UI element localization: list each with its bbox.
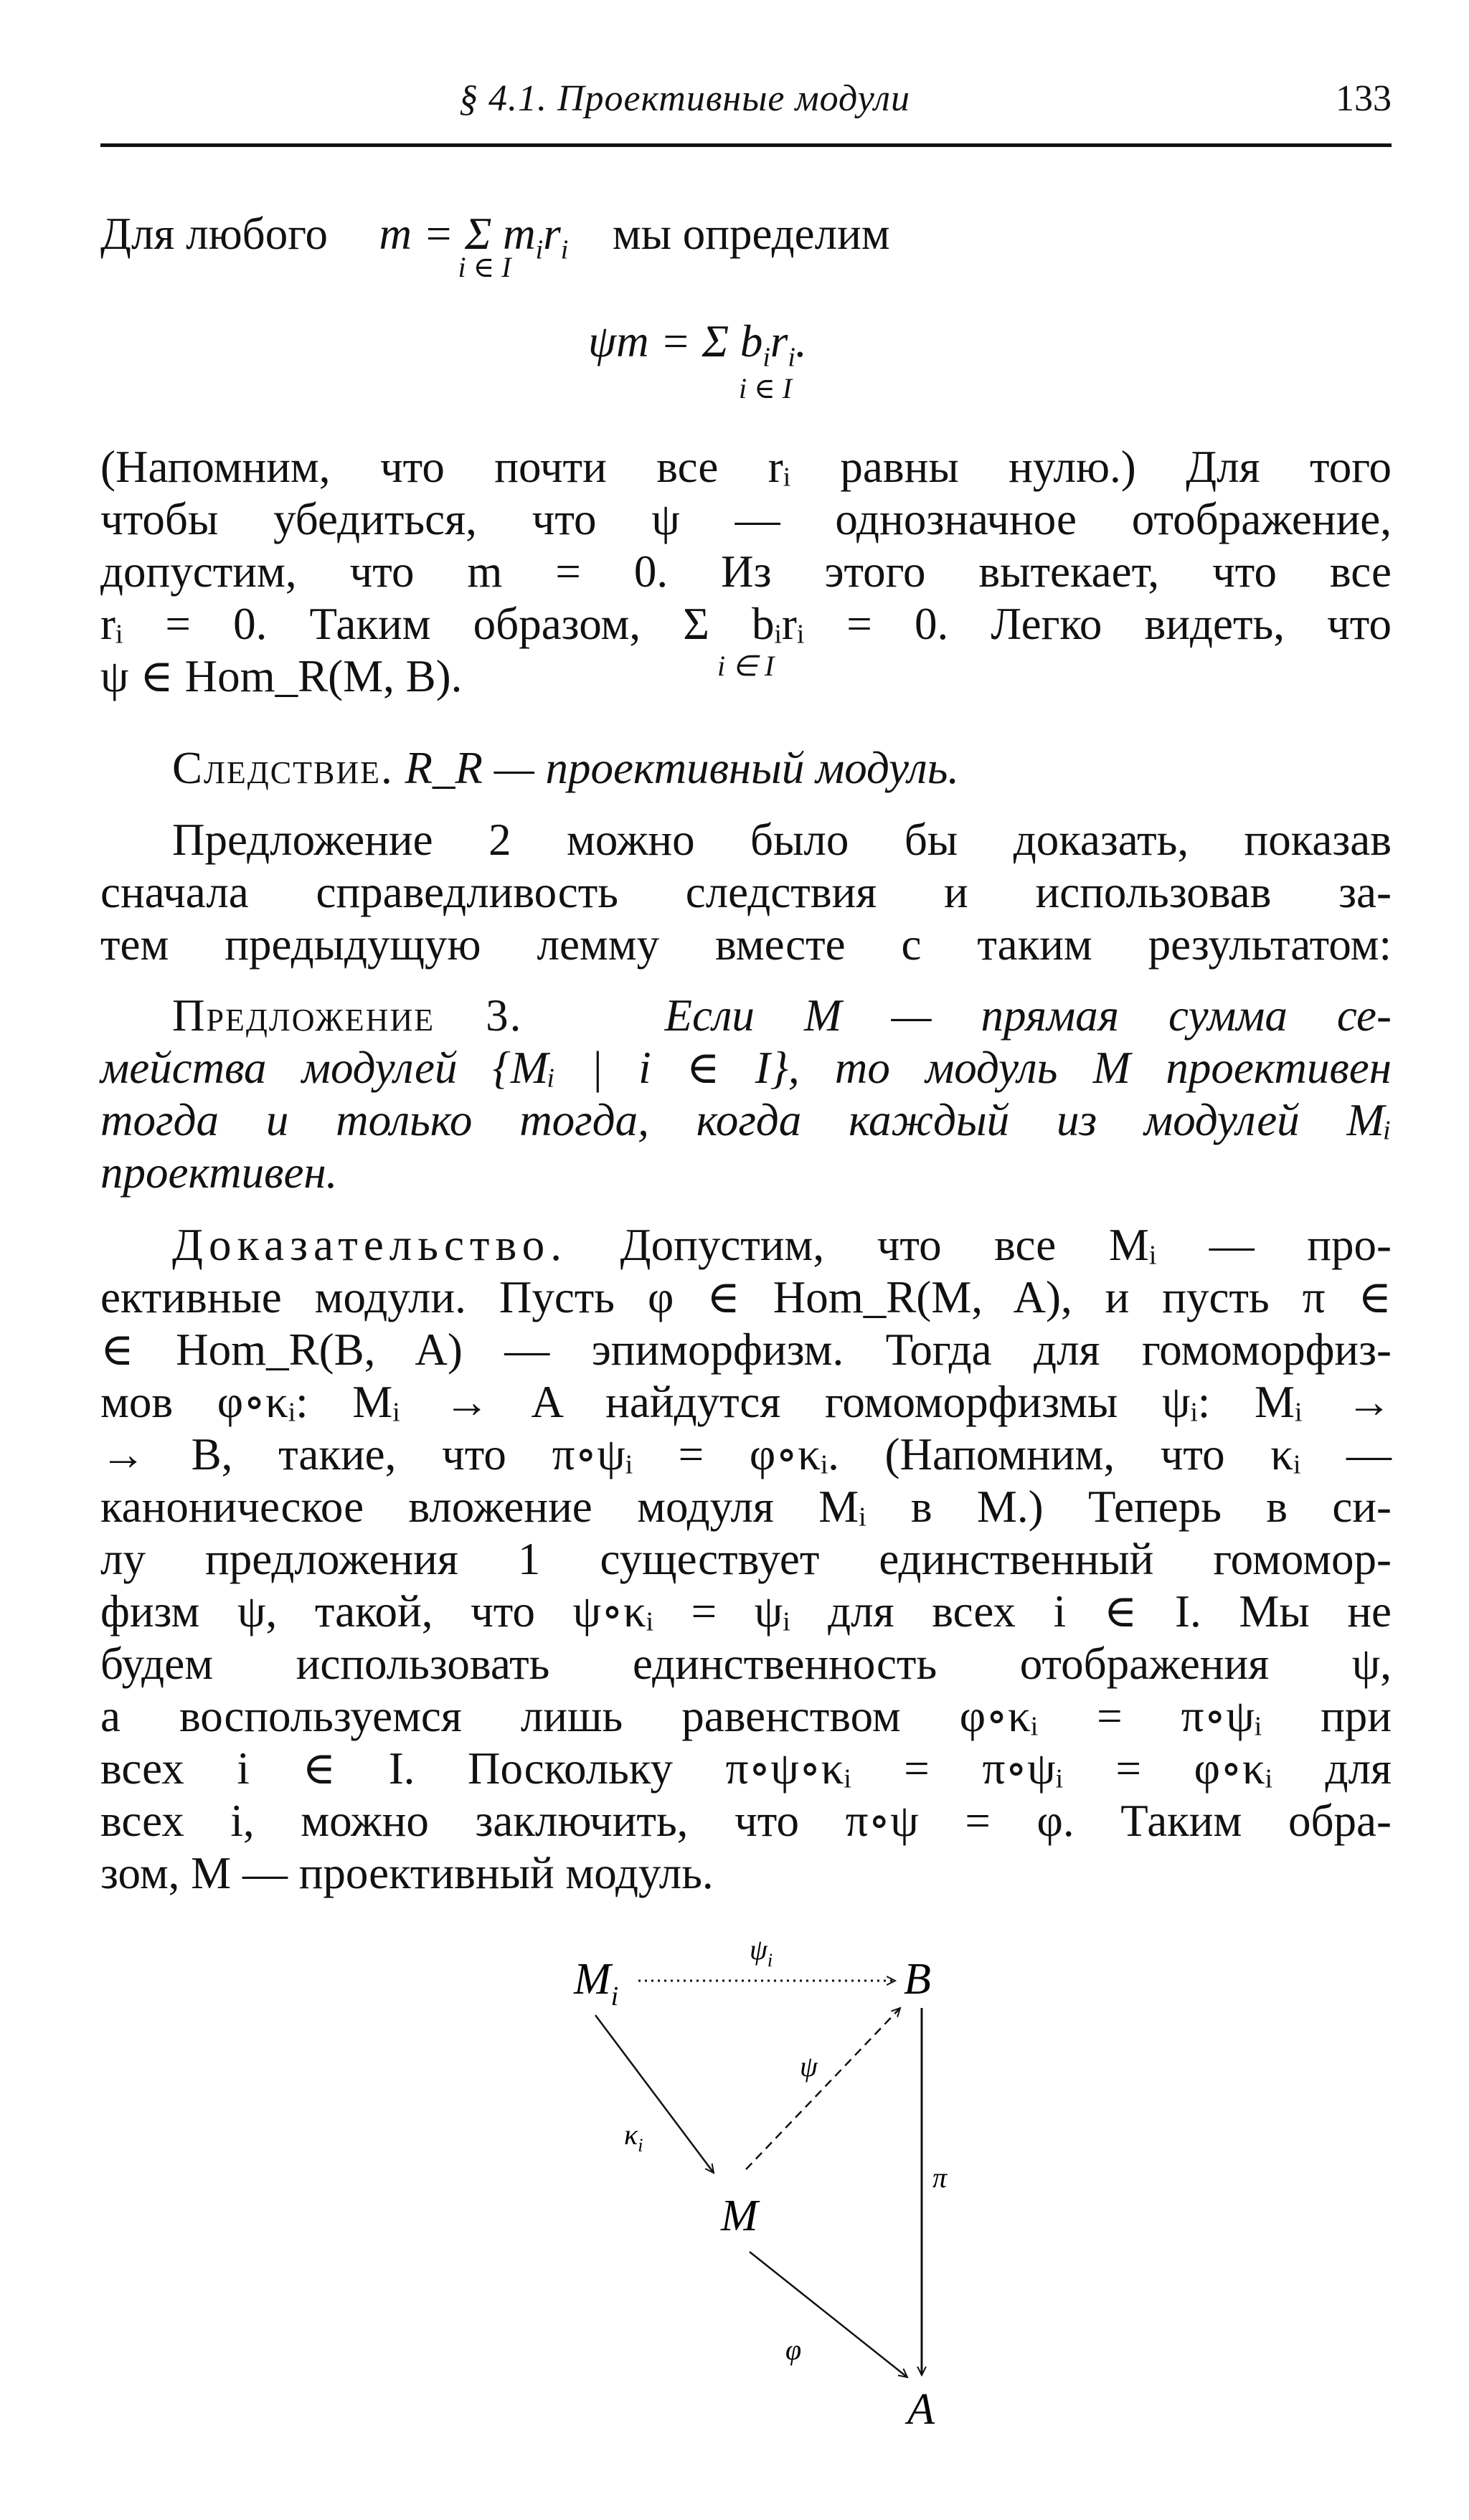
label-psi-i: $\psi_i$: [750, 1936, 773, 1971]
header-rule: [100, 143, 1392, 147]
proposition-3: [100, 990, 1392, 1199]
node-Mi: $M_i$: [574, 1955, 619, 2012]
running-head: [100, 77, 1392, 128]
display-sum-index: i ∈ I: [739, 372, 793, 404]
intro-suffix: мы определим: [612, 209, 890, 259]
arrow-kappa-i: [595, 2015, 714, 2173]
intro-prefix: Для любого: [100, 209, 328, 259]
node-B: B: [904, 1955, 931, 2004]
text-line: всех i ∈ I. Поскольку π∘ψ∘κᵢ = π∘ψᵢ = φ∘κᵢ для: [100, 1743, 1392, 1794]
text-line: зом, M — проективный модуль.: [100, 1848, 714, 1898]
corollary: [100, 742, 1392, 795]
text-line: мейства модулей {Mᵢ | i ∈ I}, то модуль M проективен: [100, 1043, 1392, 1093]
text-line: чтобы убедиться, что ψ — однозначное отображение,: [100, 494, 1392, 544]
text-line: сначала справедливость следствия и использовав за-: [100, 867, 1392, 917]
text-line: тем предыдущую лемму вместе с таким результатом:: [100, 919, 1392, 970]
label-kappa-i: $\kappa_i$: [624, 2118, 643, 2156]
text-line: каноническое вложение модуля Mᵢ в M.) Теперь в си-: [100, 1482, 1392, 1532]
intro-line: [100, 208, 1392, 283]
text-line: rᵢ = 0. Таким образом, Σ bᵢrᵢ = 0. Легко видеть, что: [100, 599, 1392, 649]
corollary-label: Следствие.: [172, 743, 394, 793]
text-line: → B, такие, что π∘ψᵢ = φ∘κᵢ. (Напомним, что κᵢ —: [100, 1429, 1392, 1479]
node-A: A: [907, 2385, 935, 2434]
text-line: допустим, что m = 0. Из этого вытекает, что все: [100, 546, 1392, 597]
label-phi: φ: [785, 2334, 802, 2366]
running-title: § 4.1. Проективные модули: [459, 78, 910, 119]
text-line: (Напомним, что почти все rᵢ равны нулю.) Для того: [100, 442, 1392, 492]
arrow-psi: [746, 2008, 900, 2169]
diagram-svg: [545, 1936, 1004, 2453]
text-line: проективен.: [100, 1147, 338, 1198]
text-line: ективные модули. Пусть φ ∈ Hom_R(M, A), и пусть π ∈: [100, 1272, 1392, 1322]
intro-formula: m = Σ $m_ir_i$ i ∈ I: [379, 208, 568, 277]
text-line: Предложение 2 можно было бы доказать, показав: [172, 815, 1392, 865]
proof-text-start: Допустим, что все Mᵢ — про-: [620, 1220, 1392, 1270]
text-line: всех i, можно заключить, что π∘ψ = φ. Таким обра-: [100, 1796, 1392, 1846]
proposition-text-start: Если M — прямая сумма се-: [664, 990, 1392, 1041]
text-line: мов φ∘κᵢ: Mᵢ → A найдутся гомоморфизмы ψᵢ: Mᵢ →: [100, 1377, 1392, 1427]
node-M: M: [721, 2192, 758, 2240]
text-line: ∈ Hom_R(B, A) — эпиморфизм. Тогда для гомоморфиз-: [100, 1325, 1392, 1375]
para1-sum-index: i ∈ I: [717, 650, 775, 682]
corollary-text: R_R — проективный модуль.: [405, 743, 960, 793]
text-line: тогда и только тогда, когда каждый из модулей Mᵢ: [100, 1095, 1392, 1145]
intro-sum-index: i ∈ I: [458, 251, 511, 283]
commutative-diagram: [545, 1936, 1004, 2453]
proof-label: Доказательство.: [172, 1220, 568, 1270]
text-line: будем использовать единственность отображения ψ,: [100, 1639, 1392, 1689]
proof: [100, 1219, 1392, 1900]
text-line: а воспользуемся лишь равенством φ∘κᵢ = π∘ψᵢ при: [100, 1691, 1392, 1741]
text-line: физм ψ, такой, что ψ∘κᵢ = ψᵢ для всех i ∈ I. Мы не: [100, 1586, 1392, 1636]
page-number: 133: [1336, 78, 1392, 119]
text-line: лу предложения 1 существует единственный гомомор-: [100, 1534, 1392, 1584]
label-psi: ψ: [800, 2050, 818, 2083]
display-formula: ψm = Σ $b_ir_i$. i ∈ I: [588, 316, 807, 404]
proposition-label: Предложение 3.: [172, 990, 523, 1041]
text-line: ψ ∈ Hom_R(M, B).: [100, 651, 463, 701]
arrow-phi: [750, 2252, 907, 2377]
label-pi: π: [932, 2161, 948, 2194]
paragraph-2: [100, 814, 1392, 971]
